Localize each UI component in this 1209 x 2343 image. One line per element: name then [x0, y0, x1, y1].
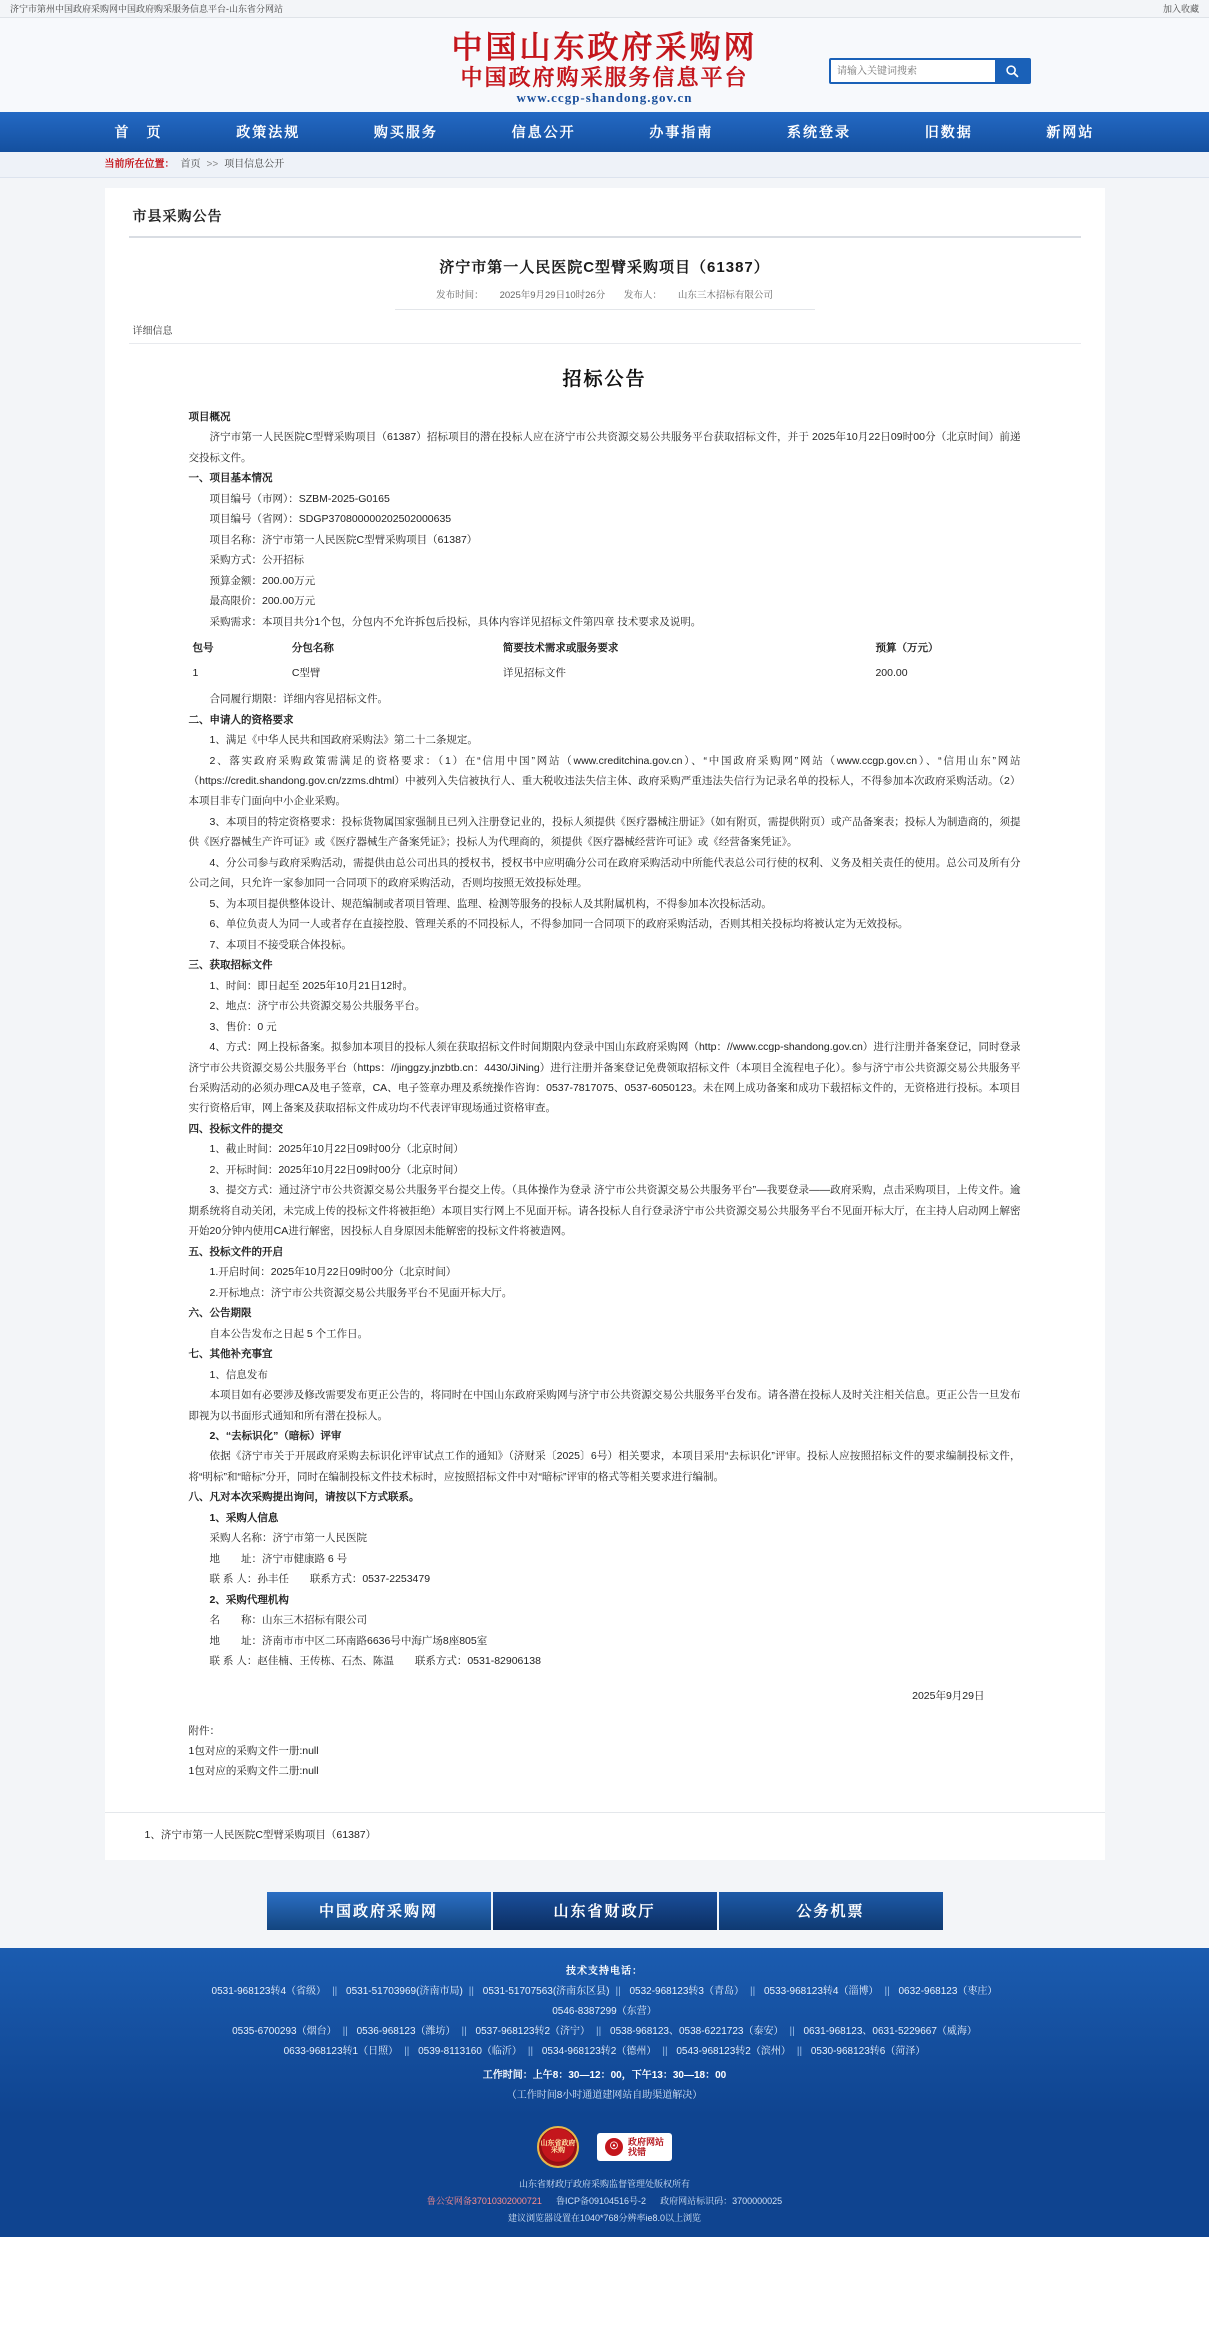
contract-term: 合同履行期限：详细内容见招标文件。: [209, 693, 388, 706]
overview-heading: 项目概况: [188, 411, 231, 423]
nav-item-guide[interactable]: 办事指南: [649, 124, 714, 140]
gov-site-report-badge[interactable]: [597, 2133, 672, 2162]
tech-phone-3-0: 0535-6700293（烟台）: [232, 2025, 337, 2037]
tech-phone-4-2: 0534-968123转2（德州）: [541, 2045, 657, 2057]
s3-item-0: 1、时间：即日起至 2025年10月21日12时。: [209, 979, 414, 992]
add-favorite-link[interactable]: 加入收藏: [1162, 4, 1199, 14]
agency-line-1: 地 址：济南市市中区二环南路6636号中海广场8座805室: [209, 1634, 488, 1647]
gov-site-code: 政府网站标识码：3700000025: [660, 2195, 783, 2206]
site-header: [0, 18, 1209, 112]
tech-support-title: 技术支持电话：: [566, 1965, 643, 1977]
work-time: 工作时间：上午8：30—12：00，下午13：30—18：00: [482, 2069, 727, 2081]
nav-item-system-login[interactable]: 系统登录: [787, 124, 852, 140]
tech-phone-1-0: 0531-968123转4（省级）: [211, 1985, 327, 1997]
tech-phone-1-5: 0632-968123（枣庄）: [898, 1985, 998, 1997]
logo-title-line1: 中国山东政府采购网: [451, 30, 758, 66]
buyer-line-0: 采购人名称：济宁市第一人民医院: [209, 1532, 367, 1545]
icp-record[interactable]: 鲁ICP备09104516号-2: [555, 2195, 647, 2206]
search-button[interactable]: [995, 60, 1029, 82]
seal-text: 山东省政府采购: [540, 2139, 576, 2154]
tech-phone-1-1: 0531-51703969(济南市局): [346, 1985, 463, 1997]
s4-item-1: 2、开标时间：2025年10月22日09时00分（北京时间）: [209, 1163, 464, 1176]
buyer-line-2: 联 系 人：孙丰任 联系方式：0537-2253479: [209, 1573, 431, 1586]
breadcrumb-label: 当前所在位置：: [104, 159, 175, 170]
agency-line-0: 名 称：山东三木招标有限公司: [209, 1614, 367, 1627]
document-title: 济宁市第一人民医院C型臂采购项目（61387）: [439, 259, 770, 276]
tech-phone-3-1: 0536-968123（潍坊）: [356, 2025, 456, 2037]
page-background: [0, 178, 1209, 1878]
logo-title-line2: 中国政府购采服务信息平台: [460, 64, 749, 90]
th-package-no: 包号: [192, 642, 214, 655]
footer-legal: [0, 2172, 1209, 2237]
s1-line-6: 采购需求：本项目共分1个包，分包内不允许拆包后投标，具体内容详见招标文件第四章 技术要求及说明。: [209, 615, 702, 628]
logo-url: www.ccgp-shandong.gov.cn: [516, 89, 693, 105]
search-input[interactable]: [831, 60, 995, 82]
s4-item-2: 3、提交方式：通过济宁市公共资源交易公共服务平台提交上传。（具体操作为登录 济宁市公共资源交易公共服务平台”—我要登录——政府采购，点击采购项目，上传文件。逾期系统将自动关闭，未完成上传的投标文件将被拒绝）本项目实行网上不见面开标。请各投标人自行登录济宁市公共资源交易公共服务平台不见面开标大厅，在主持人启动网上解密开始20分钟内使用CA进行解密，因投标人自身原因未能解密的投标文件将被造网。: [188, 1184, 1021, 1238]
banner-shandong-finance-dept[interactable]: 山东省财政厅: [493, 1892, 717, 1930]
breadcrumb-home-link[interactable]: 首页: [180, 159, 201, 170]
nav-item-new-site[interactable]: 新网站: [1046, 124, 1095, 140]
section3-title: 三、获取招标文件: [188, 959, 273, 972]
s2-item-3: 4、分公司参与政府采购活动，需提供由总公司出具的授权书，授权书中应明确分公司在政府采购活动中所能代表总公司行使的权利、义务及相关责任的使用。总公司及所有分公司之间，只允许一家参加同一合同项下的政府采购活动，否则均按照无效投标处理。: [188, 856, 1021, 890]
attachments-block: [189, 1722, 1021, 1782]
tech-phone-row-1: 0531-968123转4（省级） || 0531-51703969(济南市局) || 0531-51707563(济南东区县) || 0532-968123转3（青岛） || 0533-968123转4（淄博） || 0632-968123（枣庄）: [211, 1985, 998, 1997]
attachment-item-1[interactable]: 1包对应的采购文件二册:null: [188, 1764, 319, 1777]
banner-china-gov-procurement[interactable]: 中国政府采购网: [267, 1892, 491, 1930]
section7-title: 七、其他补充事宜: [188, 1348, 273, 1361]
tech-phone-4-3: 0543-968123转2（滨州）: [676, 2045, 791, 2057]
tech-phone-2-0: 0546-8387299（东营）: [552, 2005, 657, 2017]
notice-body: [129, 343, 1081, 1792]
notice-text: [189, 407, 1021, 1782]
s2-item-2: 3、本项目的特定资格要求：投标货物属国家强制且已列入注册登记业的，投标人须提供《医疗器械注册证》（如有附页，需提供附页）或产品备案表；投标人为制造商的，须提供《医疗器械生产许可证》或《医疗器械生产备案凭证》；投标人为代理商的，须提供《医疗器械经营许可证》或《经营备案凭证》。: [188, 815, 1021, 849]
section8-title: 八、凡对本次采购提出询问，请按以下方式联系。: [188, 1491, 420, 1504]
tech-phone-row-4: 0633-968123转1（日照） || 0539-8113160（临沂） || 0534-968123转2（德州） || 0543-968123转2（滨州） || 0530-968123转6（菏泽）: [283, 2045, 926, 2057]
main-nav: [0, 112, 1209, 152]
nav-item-old-data[interactable]: 旧数据: [924, 124, 973, 140]
section5-title: 五、投标文件的开启: [188, 1245, 283, 1258]
tech-phone-row-3: 0535-6700293（烟台） || 0536-968123（潍坊） || 0537-968123转2（济宁） || 0538-968123、0538-6221723（泰安） || 0631-968123、0631-5229667（威海）: [232, 2025, 977, 2037]
content-card: [105, 188, 1105, 1812]
recommended-resolution: 建议浏览器设置在1040*768分辨率ie8.0以上浏览: [507, 2213, 702, 2224]
s4-item-0: 1、截止时间：2025年10月22日09时00分（北京时间）: [209, 1143, 464, 1156]
th-budget: 预算（万元）: [875, 642, 939, 655]
banner-band: [0, 1878, 1209, 1948]
tech-phone-1-4: 0533-968123转4（淄博）: [763, 1985, 879, 1997]
table-header-row: [189, 636, 1021, 660]
related-links: [105, 1812, 1105, 1860]
official-seal-icon: [537, 2126, 579, 2168]
search-icon: [1005, 64, 1019, 78]
tech-phone-3-4: 0631-968123、0631-5229667（威海）: [803, 2025, 977, 2037]
tech-phone-4-4: 0530-968123转6（菏泽）: [810, 2045, 926, 2057]
s1-line-3: 采购方式：公开招标: [209, 554, 304, 567]
s7-item-0: 1、信息发布: [209, 1368, 268, 1381]
search-box[interactable]: [829, 58, 1031, 84]
s3-item-2: 3、售价：0 元: [209, 1020, 277, 1033]
section1-title: 一、项目基本情况: [188, 472, 273, 485]
s7-item-2: 2、“去标识化”（暗标）评审: [209, 1429, 342, 1442]
td-package-no: 1: [192, 666, 199, 679]
s5-item-0: 1.开启时间：2025年10月22日09时00分（北京时间）: [209, 1266, 457, 1279]
section6-title: 六、公告期限: [188, 1307, 252, 1320]
work-time-note: （工作时间8小时通道建网站自助渠道解决）: [506, 2089, 703, 2101]
magnifier-icon: ☉: [605, 2138, 623, 2156]
section2-title: 二、申请人的资格要求: [188, 713, 294, 726]
footer-badges: [0, 2116, 1209, 2172]
s7-item-3: 依据《济宁市关于开展政府采购去标识化评审试点工作的通知》（济财采〔2025〕6号）相关要求，本项目采用“去标识化”评审。投标人应按照招标文件的要求编制投标文件，将“明标”和“暗标”分开，同时在编制投标文件技术标时，应按照招标文件中对“暗标”评审的格式等相关要求进行编制。: [188, 1450, 1021, 1483]
tech-phone-4-0: 0633-968123转1（日照）: [283, 2045, 399, 2057]
agency-title: 2、采购代理机构: [209, 1593, 289, 1606]
browser-top-strip: [0, 0, 1209, 18]
tech-phone-3-3: 0538-968123、0538-6221723（泰安）: [610, 2025, 784, 2037]
agency-line-2: 联 系 人：赵佳楠、王传栋、石杰、陈温 联系方式：0531-82906138: [209, 1655, 541, 1668]
tech-phone-row-2: [0, 2002, 1209, 2022]
nav-item-policy[interactable]: 政策法规: [236, 124, 301, 140]
police-icp-record[interactable]: 鲁公安网备37010302000721: [426, 2195, 542, 2206]
td-requirements: 详见招标文件: [502, 666, 566, 679]
publish-time: 2025年9月29日10时26分: [499, 290, 606, 301]
tech-phone-1-2: 0531-51707563(济南东区县): [482, 1985, 610, 1997]
tech-phone-3-2: 0537-968123转2（济宁）: [475, 2025, 591, 2037]
footer-sponsor: 山东省财政厅政府采购监督管理处版权所有: [518, 2178, 690, 2189]
s2-item-0: 1、满足《中华人民共和国政府采购法》第二十二条规定。: [209, 734, 478, 747]
site-logo[interactable]: [452, 31, 758, 104]
tech-phone-4-1: 0539-8113160（临沂）: [418, 2045, 522, 2057]
s1-line-1: 项目编号（省网）：SDGP370800000202502000635: [209, 513, 452, 526]
breadcrumb-band: [0, 152, 1209, 178]
browser-tab-title: 济宁市第州中国政府采购网中国政府购采服务信息平台-山东省分网站: [10, 4, 283, 14]
s1-line-5: 最高限价：200.00万元: [209, 595, 316, 608]
overview-text: 济宁市第一人民医院C型臂采购项目（61387）招标项目的潜在投标人应在济宁市公共资源交易公共服务平台获取招标文件，并于 2025年10月22日09时00分（北京时间）前递交投标文件。: [188, 431, 1021, 464]
gov-badge-line2: 找错: [627, 2146, 646, 2157]
th-package-name: 分包名称: [291, 642, 334, 655]
gov-badge-line1: 政府网站: [627, 2136, 664, 2147]
s1-line-4: 预算金额：200.00万元: [209, 574, 316, 587]
nav-item-home[interactable]: 首 页: [114, 124, 163, 140]
detail-info-label: 详细信息: [132, 326, 173, 337]
s1-line-0: 项目编号（市网）：SZBM-2025-G0165: [209, 492, 390, 505]
s3-item-1: 2、地点：济宁市公共资源交易公共服务平台。: [209, 1000, 426, 1013]
s6-item-0: 自本公告发布之日起 5 个工作日。: [209, 1327, 369, 1340]
buyer-title: 1、采购人信息: [209, 1511, 279, 1524]
td-budget: 200.00: [875, 666, 908, 679]
buyer-line-1: 地 址：济宁市健康路 6 号: [209, 1552, 348, 1565]
section4-title: 四、投标文件的提交: [188, 1122, 283, 1135]
publisher: 山东三木招标有限公司: [677, 290, 773, 301]
section-title: 市县采购公告: [129, 200, 1081, 238]
td-package-name: C型臂: [291, 666, 321, 679]
s2-item-6: 7、本项目不接受联合体投标。: [209, 938, 352, 951]
s3-item-3: 4、方式：网上投标备案。拟参加本项目的投标人须在获取招标文件时间期限内登录中国山东政府采购网（http：//www.ccgp-shandong.gov.cn）进行注册并备案登记，同时登录济宁市公共资源交易公共服务平台（https：//jinggzy.jnzbtb.cn：4430/JiNing）进行注册并备案登记免费领取招标文件（本项目全流程电子化）。参与济宁市公共资源交易公共服务平台采购活动的必须办理CA及电子签章，CA、电子签章办理及系统操作咨询：0537-7817075、0537-6050123。未在网上成功备案和成功下载招标文件的，无资格进行投标。本项目实行资格后审，网上备案及获取招标文件成功均不代表评审现场通过资格审查。: [188, 1041, 1021, 1115]
site-footer: [0, 1948, 1209, 2116]
nav-item-purchase-service[interactable]: 购买服务: [373, 124, 438, 140]
s7-item-1: 本项目如有必要涉及修改需要发布更正公告的，将同时在中国山东政府采购网与济宁市公共资源交易公共服务平台发布。请各潜在投标人及时关注相关信息。更正公告一旦发布即视为以书面形式通知和所有潜在投标人。: [188, 1389, 1021, 1422]
related-link-0[interactable]: 1、济宁市第一人民医院C型臂采购项目（61387）: [144, 1828, 377, 1841]
s5-item-1: 2.开标地点：济宁市公共资源交易公共服务平台不见面开标大厅。: [209, 1286, 513, 1299]
breadcrumb-separator: >>: [206, 159, 219, 170]
s1-line-2: 项目名称：济宁市第一人民医院C型臂采购项目（61387）: [209, 533, 478, 546]
attachment-item-0[interactable]: 1包对应的采购文件一册:null: [188, 1745, 319, 1757]
nav-item-info-disclosure[interactable]: 信息公开: [511, 124, 576, 140]
banner-official-air-ticket[interactable]: 公务机票: [719, 1892, 943, 1930]
tech-phone-1-3: 0532-968123转3（青岛）: [629, 1985, 744, 1997]
package-table: [189, 636, 1021, 685]
table-row: [189, 661, 1021, 685]
s2-item-1: 2、落实政府采购政策需满足的资格要求：（1）在“信用中国”网站（www.creditchina.gov.cn）、“中国政府采购网”网站（www.ccgp.gov.cn）、“信用山东”网站（https://credit.shandong.gov.cn/zzms.dhtml）中被列入失信被执行人、重大税收违法失信主体、政府采购严重违法失信行为记录名单的投标人，不得参加本次政府采购活动。（2）本项目非专门面向中小企业采购。: [188, 754, 1021, 808]
attachments-title: 附件：: [188, 1725, 220, 1738]
document-meta: [395, 287, 815, 310]
publish-time-label: 发布时间：: [436, 290, 484, 301]
publisher-label: 发布人：: [623, 290, 662, 301]
notice-title: 招标公告: [562, 369, 647, 390]
s2-item-5: 6、单位负责人为同一人或者存在直接控股、管理关系的不同投标人，不得参加同一合同项下的政府采购活动，否则其相关投标均将被认定为无效投标。: [209, 918, 909, 931]
breadcrumb: [105, 152, 1105, 178]
sign-date: 2025年9月29日: [912, 1689, 985, 1702]
th-requirements: 简要技术需求或服务要求: [502, 642, 619, 655]
breadcrumb-current: 项目信息公开: [224, 159, 285, 170]
s2-item-4: 5、为本项目提供整体设计、规范编制或者项目管理、监理、检测等服务的投标人及其附属机构，不得参加本次投标活动。: [209, 897, 772, 910]
